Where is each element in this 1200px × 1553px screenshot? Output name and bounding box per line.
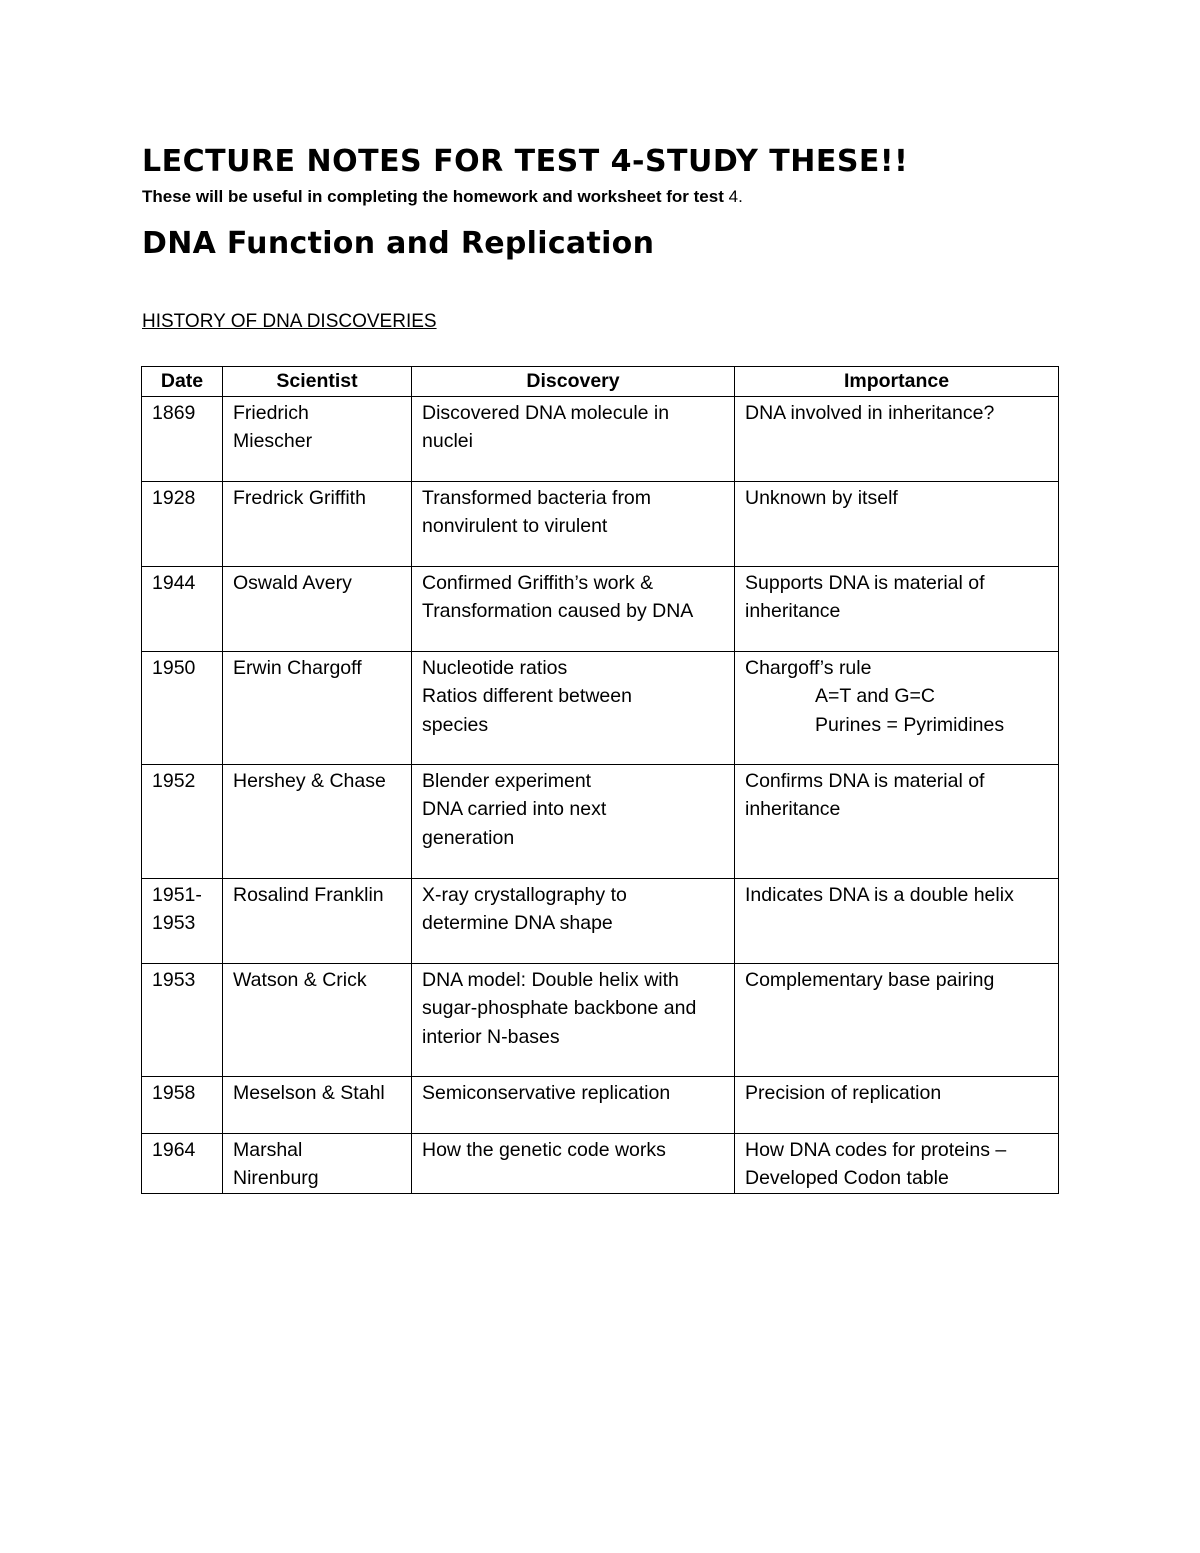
cell-scientist: Hershey & Chase (223, 764, 412, 878)
section-title: DNA Function and Replication (142, 226, 655, 261)
cell-scientist: Rosalind Franklin (223, 878, 412, 963)
cell-date: 1958 (142, 1076, 223, 1133)
cell-discovery: X-ray crystallography to determine DNA shape (412, 878, 735, 963)
cell-discovery: Nucleotide ratios Ratios different between species (412, 651, 735, 764)
cell-date: 1944 (142, 566, 223, 651)
cell-scientist: Oswald Avery (223, 566, 412, 651)
table-row (142, 396, 1059, 481)
table-row (142, 651, 1059, 764)
cell-date: 1953 (142, 963, 223, 1076)
cell-scientist: Meselson & Stahl (223, 1076, 412, 1133)
main-title: LECTURE NOTES FOR TEST 4-STUDY THESE!! (142, 144, 909, 179)
cell-discovery: Confirmed Griffith’s work & Transformation caused by DNA (412, 566, 735, 651)
header-scientist: Scientist (223, 367, 412, 397)
table-row (142, 764, 1059, 878)
cell-discovery: Transformed bacteria from nonvirulent to virulent (412, 481, 735, 566)
importance-rule-line-1: A=T and G=C (815, 685, 935, 707)
cell-discovery: How the genetic code works (412, 1133, 735, 1193)
subtitle (142, 185, 743, 209)
cell-discovery: Blender experiment DNA carried into next generation (412, 764, 735, 878)
importance-rule-line-2: Purines = Pyrimidines (815, 713, 1005, 736)
cell-date: 1964 (142, 1133, 223, 1193)
subtitle-bold-text: These will be useful in completing the homework and worksheet for test (142, 187, 724, 206)
cell-date: 1869 (142, 396, 223, 481)
cell-scientist: Marshal Nirenburg (223, 1133, 412, 1193)
table-row (142, 481, 1059, 566)
cell-importance: Precision of replication (735, 1076, 1059, 1133)
header-date: Date (142, 367, 223, 397)
cell-discovery: DNA model: Double helix with sugar-phosphate backbone and interior N-bases (412, 963, 735, 1076)
cell-importance: How DNA codes for proteins – Developed Codon table (735, 1133, 1059, 1193)
cell-scientist: Watson & Crick (223, 963, 412, 1076)
table-row (142, 878, 1059, 963)
table-row (142, 963, 1059, 1076)
cell-scientist: Friedrich Miescher (223, 396, 412, 481)
table-row (142, 1076, 1059, 1133)
cell-date: 1951- 1953 (142, 878, 223, 963)
cell-importance (735, 651, 1059, 764)
cell-importance: Complementary base pairing (735, 963, 1059, 1076)
cell-date: 1952 (142, 764, 223, 878)
dna-history-table (141, 366, 1059, 1194)
cell-discovery: Semiconservative replication (412, 1076, 735, 1133)
header-discovery: Discovery (412, 367, 735, 397)
cell-scientist: Fredrick Griffith (223, 481, 412, 566)
subtitle-suffix: 4. (723, 187, 743, 206)
table-row (142, 566, 1059, 651)
cell-importance: Confirms DNA is material of inheritance (735, 764, 1059, 878)
table-row (142, 1133, 1059, 1193)
header-importance: Importance (735, 367, 1059, 397)
importance-rule-name: Chargoff’s rule (745, 656, 872, 679)
cell-scientist: Erwin Chargoff (223, 651, 412, 764)
table-header-row (142, 367, 1059, 397)
cell-date: 1950 (142, 651, 223, 764)
cell-date: 1928 (142, 481, 223, 566)
cell-importance: Supports DNA is material of inheritance (735, 566, 1059, 651)
subsection-title: HISTORY OF DNA DISCOVERIES (142, 311, 437, 332)
cell-importance: DNA involved in inheritance? (735, 396, 1059, 481)
cell-importance: Indicates DNA is a double helix (735, 878, 1059, 963)
cell-importance: Unknown by itself (735, 481, 1059, 566)
cell-discovery: Discovered DNA molecule in nuclei (412, 396, 735, 481)
